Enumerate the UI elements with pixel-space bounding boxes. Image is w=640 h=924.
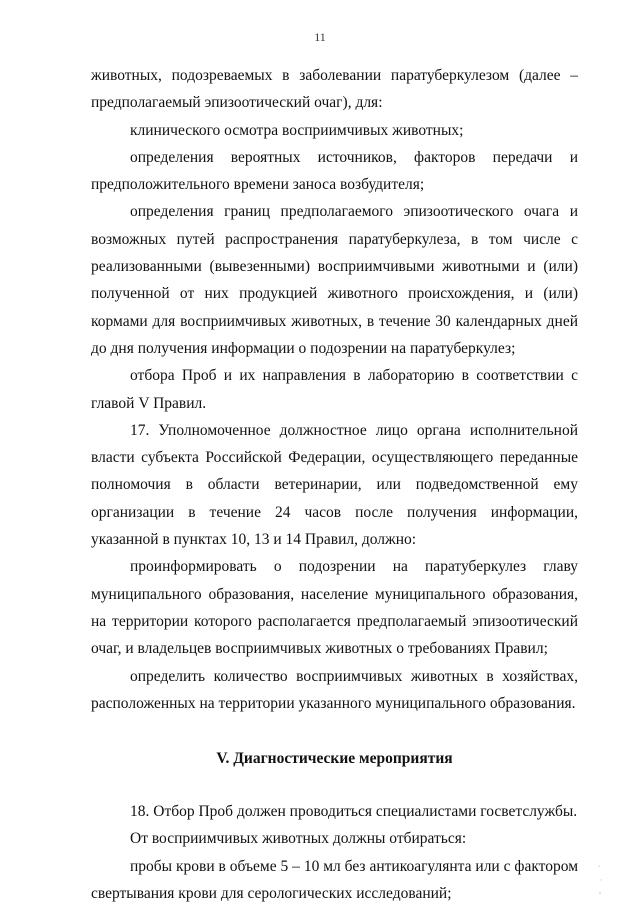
clause-18: 18. Отбор Проб должен проводиться специалистами госветслужбы.: [130, 803, 578, 821]
clause-17: 17. Уполномоченное должностное лицо органа исполнительной власти субъекта Российской Федерации, осуществляющего переданные полномочия в области ветеринарии, или подведомственной ему организации в течение 24 часов после получения информации, указанной в пунктах 10, 13 и 14 Правил, должно:: [91, 421, 578, 549]
list-item-sampling: отбора Проб и их направления в лабораторию в соответствии с главой V Правил.: [91, 367, 578, 412]
document-body: [91, 62, 578, 907]
page-number: 11: [314, 30, 326, 44]
list-item-clinical-exam: клинического осмотра восприимчивых животных;: [130, 121, 464, 139]
list-item-boundaries: определения границ предполагаемого эпизоотического очага и возможных путей распространения паратуберкулеза, в том числе с реализованными (вывезенными) восприимчивыми животными и (или) полученной от них продукцией животного происхождения, и (или) кормами для восприимчивых животных, в течение 30 календарных дней до дня получения информации о подозрении на паратуберкулез;: [91, 203, 578, 357]
section-heading: V. Диагностические мероприятия: [216, 750, 453, 768]
paragraph-samples-intro: От восприимчивых животных должны отбираться:: [130, 830, 467, 848]
list-item-blood-samples: пробы крови в объеме 5 – 10 мл без антикоагулянта или с фактором свертывания крови для серологических исследований;: [91, 857, 578, 903]
list-item-inform: проинформировать о подозрении на паратуберкулез главу муниципального образования, население муниципального образования, на территории которого располагается предполагаемый эпизоотический очаг, и владельцев восприимчивых животных о требованиях Правил;: [91, 558, 578, 658]
paragraph-continuation: животных, подозреваемых в заболевании паратуберкулезом (далее – предполагаемый эпизоотический очаг), для:: [91, 67, 578, 112]
list-item-sources: определения вероятных источников, факторов передачи и предположительного времени заноса возбудителя;: [91, 148, 578, 194]
list-item-count-animals: определить количество восприимчивых животных в хозяйствах, расположенных на территории указанного муниципального образования.: [91, 667, 578, 712]
scan-smudge: [596, 860, 606, 900]
